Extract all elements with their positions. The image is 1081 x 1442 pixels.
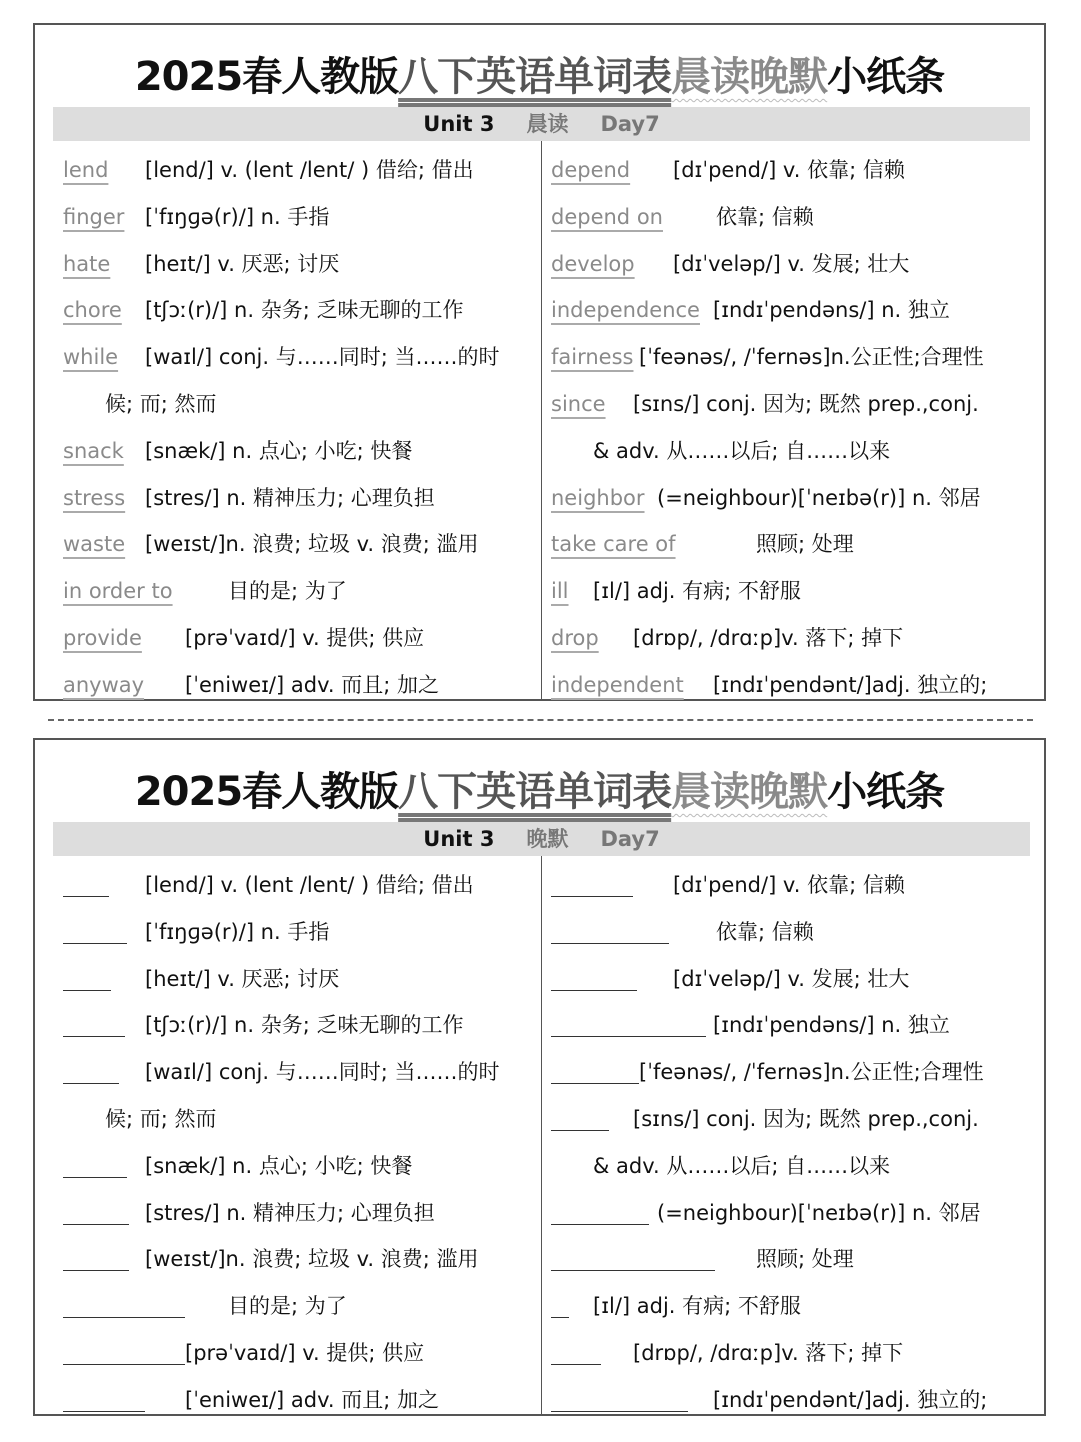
vocab-definition: [ɪl/] adj. 有病; 不舒服	[593, 1294, 801, 1319]
vocab-word: neighbor	[551, 485, 645, 510]
unit-header	[53, 822, 1030, 856]
vocab-definition: [dɪˈveləp/] v. 发展; 壮大	[673, 966, 910, 991]
vocab-definition: [lend/] v. (lent /lent/ ) 借给; 借出	[145, 873, 474, 897]
vocab-definition: 候; 而; 然而	[105, 1106, 217, 1131]
column-divider	[541, 856, 542, 1416]
vocab-definition: [drɒp/, /drɑːp]v. 落下; 掉下	[633, 1340, 904, 1365]
vocab-word: anyway	[63, 672, 145, 697]
title-part4: 小纸条	[827, 769, 945, 815]
vocab-row	[63, 1236, 533, 1283]
answer-blank[interactable]	[63, 943, 127, 944]
vocab-word: drop	[551, 625, 599, 650]
vocab-row	[551, 1049, 1031, 1096]
answer-blank[interactable]	[63, 1317, 185, 1318]
vocab-row	[551, 1330, 1031, 1377]
vocab-definition: 照顾; 处理	[756, 1247, 854, 1272]
answer-blank[interactable]	[551, 1083, 639, 1084]
vocab-definition: 目的是; 为了	[228, 579, 347, 604]
vocab-row	[63, 1002, 533, 1049]
vocab-word: since	[551, 391, 606, 416]
header-mode: 晨读	[526, 112, 569, 136]
vocab-definition: [drɒp/, /drɑːp]v. 落下; 掉下	[633, 625, 904, 650]
vocab-word: independence	[551, 298, 700, 323]
vocab-word: chore	[63, 298, 122, 323]
answer-blank[interactable]	[551, 1036, 706, 1037]
right-word-column	[551, 147, 1031, 709]
vocab-definition: [stres/] n. 精神压力; 心理负担	[145, 1200, 435, 1225]
vocab-word: take care of	[551, 532, 676, 557]
vocab-row	[551, 615, 1031, 662]
title-part3: 晨读晚默	[671, 54, 828, 100]
vocab-row	[551, 241, 1031, 288]
vocab-row	[551, 147, 1031, 194]
vocab-definition: [tʃɔː(r)/] n. 杂务; 乏味无聊的工作	[145, 298, 464, 323]
vocab-definition: [snæk/] n. 点心; 小吃; 快餐	[145, 1153, 413, 1178]
right-word-column	[551, 862, 1031, 1424]
vocab-row	[551, 862, 1031, 909]
vocab-row	[63, 615, 533, 662]
answer-blank[interactable]	[63, 1177, 127, 1178]
vocab-definition: [ˈeniweɪ/] adv. 而且; 加之	[185, 1387, 439, 1412]
title-part1: 2025春人教版	[134, 769, 399, 815]
page-title	[35, 45, 1044, 102]
vocab-row	[63, 862, 533, 909]
vocab-row	[63, 147, 533, 194]
vocab-definition: [prəˈvaɪd/] v. 提供; 供应	[185, 625, 425, 650]
vocab-definition: [dɪˈpend/] v. 依靠; 信赖	[673, 158, 905, 182]
answer-blank[interactable]	[551, 990, 637, 991]
vocab-definition: 照顾; 处理	[756, 532, 854, 557]
vocab-definition: [ˈfɪŋɡə(r)/] n. 手指	[145, 204, 330, 229]
vocab-row	[551, 662, 1031, 709]
vocab-row	[63, 1377, 533, 1424]
title-part3: 晨读晚默	[671, 769, 828, 815]
answer-blank[interactable]	[551, 1130, 609, 1131]
vocab-row	[63, 1190, 533, 1237]
header-mode: 晚默	[526, 827, 569, 851]
header-unit: Unit 3	[423, 112, 495, 136]
vocab-row	[63, 287, 533, 334]
vocab-definition: [lend/] v. (lent /lent/ ) 借给; 借出	[145, 158, 474, 182]
vocab-definition: [ɪl/] adj. 有病; 不舒服	[593, 579, 801, 604]
title-part4: 小纸条	[827, 54, 945, 100]
header-day: Day7	[600, 112, 660, 136]
vocab-row	[551, 909, 1031, 956]
vocab-row	[63, 241, 533, 288]
answer-blank[interactable]	[63, 1270, 129, 1271]
vocab-definition: [weɪst/]n. 浪费; 垃圾 v. 浪费; 滥用	[145, 532, 479, 557]
cut-line-divider	[48, 719, 1033, 721]
vocab-definition: [sɪns/] conj. 因为; 既然 prep.,conj.	[633, 391, 979, 416]
answer-blank[interactable]	[63, 896, 109, 897]
vocab-row	[63, 334, 533, 381]
vocab-row	[63, 381, 533, 428]
evening-dictation-card	[33, 738, 1046, 1416]
vocab-word: waste	[63, 532, 126, 557]
vocab-row	[63, 956, 533, 1003]
vocab-row	[63, 909, 533, 956]
vocab-definition: [ˈfeənəs/, /ˈfernəs]n.公正性;合理性	[639, 1060, 984, 1085]
column-divider	[541, 141, 542, 701]
answer-blank[interactable]	[551, 1364, 601, 1365]
answer-blank[interactable]	[551, 1317, 569, 1318]
vocab-row	[551, 1283, 1031, 1330]
answer-blank[interactable]	[551, 896, 633, 897]
answer-blank[interactable]	[63, 990, 111, 991]
vocab-row	[63, 568, 533, 615]
vocab-row	[63, 428, 533, 475]
vocab-definition: & adv. 从……以后; 自……以来	[593, 1153, 891, 1178]
unit-header	[53, 107, 1030, 141]
vocab-definition: [heɪt/] v. 厌恶; 讨厌	[145, 966, 340, 991]
vocab-definition: [dɪˈveləp/] v. 发展; 壮大	[673, 251, 910, 276]
vocab-row	[551, 381, 1031, 428]
vocab-word: hate	[63, 251, 111, 276]
vocab-definition: [waɪl/] conj. 与……同时; 当……的时	[145, 345, 500, 370]
vocab-row	[63, 1143, 533, 1190]
vocab-row	[63, 1330, 533, 1377]
vocab-row	[551, 1096, 1031, 1143]
vocab-definition: (=neighbour)[ˈneɪbə(r)] n. 邻居	[657, 1200, 981, 1225]
vocab-row	[551, 1236, 1031, 1283]
vocab-row	[551, 475, 1031, 522]
vocab-definition: [ˈfɪŋɡə(r)/] n. 手指	[145, 919, 330, 944]
vocab-word: ill	[551, 579, 569, 604]
answer-blank[interactable]	[63, 1411, 145, 1412]
vocab-definition: [ɪndɪˈpendəns/] n. 独立	[713, 298, 950, 323]
vocab-word: fairness	[551, 345, 634, 370]
vocab-word: develop	[551, 251, 635, 276]
vocab-row	[551, 334, 1031, 381]
vocab-definition: [ɪndɪˈpendənt/]adj. 独立的;	[713, 1387, 988, 1412]
vocab-definition: [heɪt/] v. 厌恶; 讨厌	[145, 251, 340, 276]
vocab-row	[63, 1049, 533, 1096]
answer-blank[interactable]	[63, 1036, 125, 1037]
vocab-row	[551, 1190, 1031, 1237]
vocab-row	[63, 1096, 533, 1143]
answer-blank[interactable]	[551, 1270, 715, 1271]
vocab-definition: [prəˈvaɪd/] v. 提供; 供应	[185, 1340, 425, 1365]
vocab-definition: (=neighbour)[ˈneɪbə(r)] n. 邻居	[657, 485, 981, 510]
vocab-row	[551, 1002, 1031, 1049]
title-part1: 2025春人教版	[134, 54, 399, 100]
vocab-definition: 候; 而; 然而	[105, 391, 217, 416]
vocab-row	[551, 1377, 1031, 1424]
vocab-row	[551, 568, 1031, 615]
answer-blank[interactable]	[63, 1083, 119, 1084]
vocab-word: stress	[63, 485, 126, 510]
answer-blank[interactable]	[551, 943, 669, 944]
vocab-word: finger	[63, 204, 125, 229]
vocab-definition: 目的是; 为了	[228, 1294, 347, 1319]
vocab-row	[551, 1143, 1031, 1190]
answer-blank[interactable]	[551, 1411, 688, 1412]
morning-reading-card	[33, 23, 1046, 701]
vocab-word: in order to	[63, 579, 173, 604]
vocab-definition: [ɪndɪˈpendəns/] n. 独立	[713, 1013, 950, 1038]
vocab-row	[63, 475, 533, 522]
vocab-row	[551, 956, 1031, 1003]
vocab-word: depend on	[551, 204, 663, 229]
vocab-row	[551, 194, 1031, 241]
left-word-column	[63, 147, 533, 709]
vocab-definition: [dɪˈpend/] v. 依靠; 信赖	[673, 873, 905, 897]
vocab-definition: [ˈeniweɪ/] adv. 而且; 加之	[185, 672, 439, 697]
vocab-row	[63, 1283, 533, 1330]
header-day: Day7	[600, 827, 660, 851]
vocab-definition: [tʃɔː(r)/] n. 杂务; 乏味无聊的工作	[145, 1013, 464, 1038]
vocab-definition: & adv. 从……以后; 自……以来	[593, 438, 891, 463]
answer-blank[interactable]	[551, 1224, 649, 1225]
vocab-row	[63, 521, 533, 568]
vocab-definition: [ɪndɪˈpendənt/]adj. 独立的;	[713, 672, 988, 697]
title-part2: 八下英语单词表	[398, 769, 672, 815]
vocab-word: while	[63, 345, 119, 370]
left-word-column	[63, 862, 533, 1424]
header-unit: Unit 3	[423, 827, 495, 851]
vocab-definition: [stres/] n. 精神压力; 心理负担	[145, 485, 435, 510]
answer-blank[interactable]	[63, 1224, 129, 1225]
vocab-row	[63, 194, 533, 241]
vocab-word: independent	[551, 672, 684, 697]
vocab-word: lend	[63, 158, 109, 182]
page-title	[35, 760, 1044, 817]
vocab-word: snack	[63, 438, 124, 463]
answer-blank[interactable]	[63, 1364, 185, 1365]
vocab-definition: [weɪst/]n. 浪费; 垃圾 v. 浪费; 滥用	[145, 1247, 479, 1272]
vocab-definition: [sɪns/] conj. 因为; 既然 prep.,conj.	[633, 1106, 979, 1131]
vocab-word: provide	[63, 625, 142, 650]
vocab-row	[63, 662, 533, 709]
vocab-definition: 依靠; 信赖	[716, 204, 814, 229]
vocab-row	[551, 287, 1031, 334]
vocab-definition: 依靠; 信赖	[716, 919, 814, 944]
vocab-row	[551, 521, 1031, 568]
vocab-definition: [snæk/] n. 点心; 小吃; 快餐	[145, 438, 413, 463]
title-part2: 八下英语单词表	[398, 54, 672, 100]
vocab-row	[551, 428, 1031, 475]
vocab-definition: [ˈfeənəs/, /ˈfernəs]n.公正性;合理性	[639, 345, 984, 370]
vocab-definition: [waɪl/] conj. 与……同时; 当……的时	[145, 1060, 500, 1085]
vocab-word: depend	[551, 158, 631, 182]
